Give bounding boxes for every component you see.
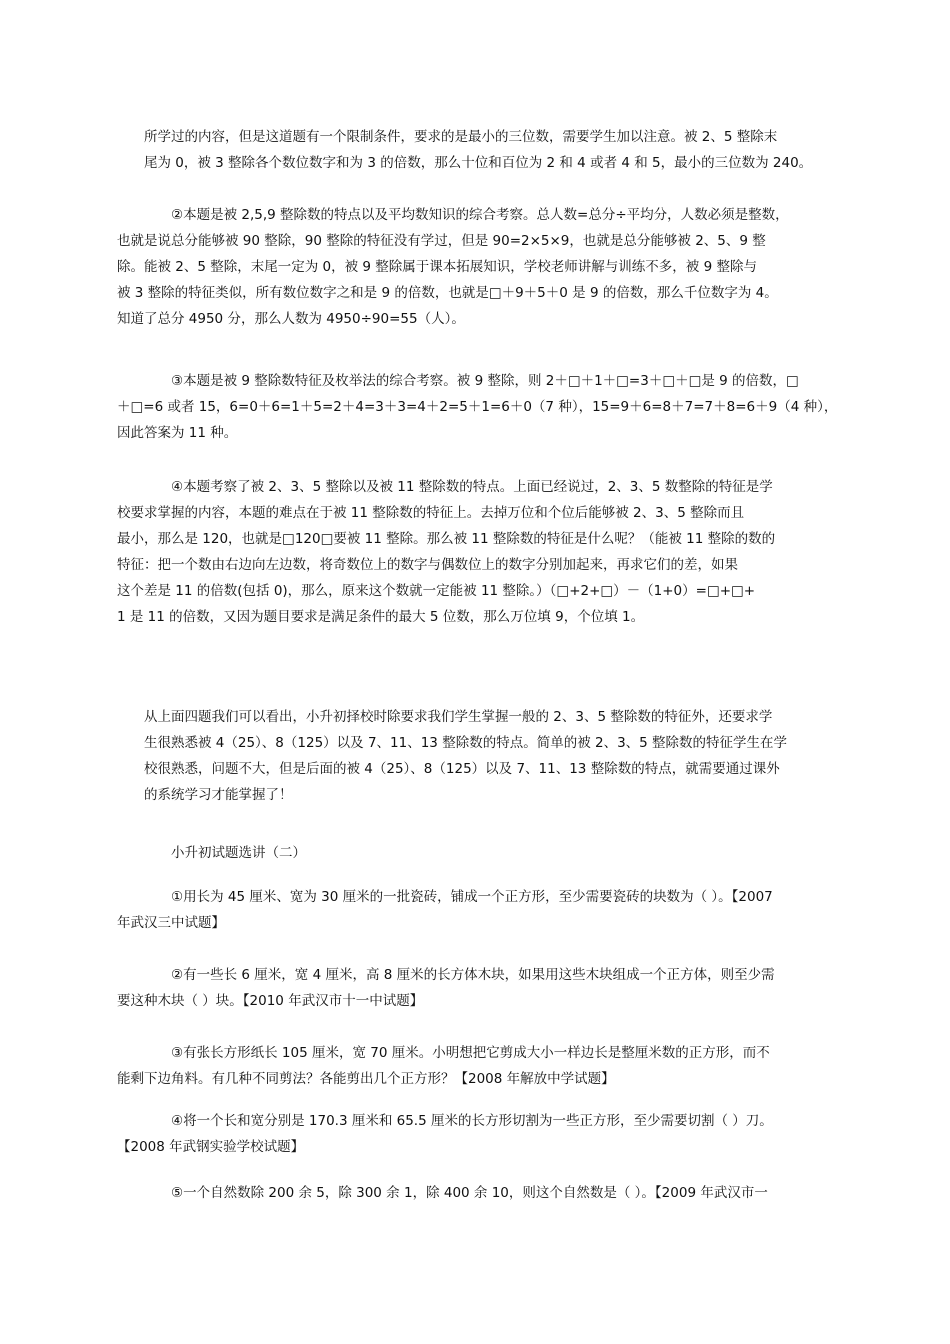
- text-line: 这个差是 11 的倍数(包括 0)，那么，原来这个数就一定能被 11 整除。）（□+2+□）－（1+0）=□+□+: [117, 583, 756, 599]
- section-heading: [171, 840, 306, 866]
- text-line: ①用长为 45 厘米、宽为 30 厘米的一批瓷砖，铺成一个正方形，至少需要瓷砖的块数为（ ）。【2007: [171, 889, 773, 905]
- paragraph-summary: [144, 704, 816, 808]
- text-line: ③本题是被 9 整除数特征及枚举法的综合考察。被 9 整除，则 2＋□＋1＋□=3＋□＋□是 9 的倍数，□: [171, 373, 799, 389]
- text-line: ②有一些长 6 厘米，宽 4 厘米，高 8 厘米的长方体木块，如果用这些木块组成一个正方体，则至少需: [171, 967, 775, 983]
- text-line: 因此答案为 11 种。: [117, 425, 238, 441]
- text-line: 也就是说总分能够被 90 整除，90 整除的特征没有学过，但是 90=2×5×9，也就是总分能够被 2、5、9 整: [117, 233, 766, 249]
- text-line: 的系统学习才能掌握了！: [144, 787, 293, 803]
- paragraph-answer-2: [117, 202, 816, 332]
- text-line: ③有张长方形纸长 105 厘米，宽 70 厘米。小明想把它剪成大小一样边长是整厘米数的正方形，而不: [171, 1045, 770, 1061]
- paragraph-intro-continued: [144, 124, 816, 176]
- text-line: 从上面四题我们可以看出，小升初择校时除要求我们学生掌握一般的 2、3、5 整除数的特征外，还要求学: [144, 709, 773, 725]
- question-2: [117, 962, 816, 1014]
- text-line: ④将一个长和宽分别是 170.3 厘米和 65.5 厘米的长方形切割为一些正方形，至少需要切割（ ）刀。: [171, 1113, 773, 1129]
- text-line: 特征：把一个数由右边向左边数，将奇数位上的数字与偶数位上的数字分别加起来，再求它们的差，如果: [117, 557, 738, 573]
- text-line: ②本题是被 2,5,9 整除数的特点以及平均数知识的综合考察。总人数=总分÷平均分，人数必须是整数，: [171, 207, 789, 223]
- text-line: 知道了总分 4950 分，那么人数为 4950÷90=55（人）。: [117, 311, 465, 327]
- question-4: [117, 1108, 816, 1160]
- text-line: 最小，那么是 120，也就是□120□要被 11 整除。那么被 11 整除数的特征是什么呢？（能被 11 整除的数的: [117, 531, 776, 547]
- text-line: 所学过的内容，但是这道题有一个限制条件，要求的是最小的三位数，需要学生加以注意。被 2、5 整除末: [144, 129, 778, 145]
- text-line: 年武汉三中试题】: [117, 915, 225, 931]
- text-line: 1 是 11 的倍数，又因为题目要求是满足条件的最大 5 位数，那么万位填 9，个位填 1。: [117, 609, 645, 625]
- text-line: 除。能被 2、5 整除，末尾一定为 0，被 9 整除属于课本拓展知识，学校老师讲解与训练不多，被 9 整除与: [117, 259, 757, 275]
- text-line: ⑤一个自然数除 200 余 5，除 300 余 1，除 400 余 10，则这个自然数是（ ）。【2009 年武汉市一: [171, 1185, 768, 1201]
- paragraph-answer-4: [117, 474, 816, 630]
- text-line: ＋□=6 或者 15，6=0＋6=1＋5=2＋4=3＋3=4＋2=5＋1=6＋0（7 种），15=9＋6=8＋7=7＋8=6＋9（4 种），: [117, 399, 838, 415]
- text-line: 校要求掌握的内容，本题的难点在于被 11 整除数的特征上。去掉万位和个位后能够被 2、3、5 整除而且: [117, 505, 745, 521]
- text-line: 校很熟悉，问题不大，但是后面的被 4（25）、8（125）以及 7、11、13 整除数的特点，就需要通过课外: [144, 761, 780, 777]
- question-3: [117, 1040, 816, 1092]
- text-line: 尾为 0，被 3 整除各个数位数字和为 3 的倍数，那么十位和百位为 2 和 4 或者 4 和 5，最小的三位数为 240。: [144, 155, 813, 171]
- text-line: 被 3 整除的特征类似，所有数位数字之和是 9 的倍数，也就是□＋9＋5＋0 是 9 的倍数，那么千位数字为 4。: [117, 285, 778, 301]
- text-line: 生很熟悉被 4（25）、8（125）以及 7、11、13 整除数的特点。简单的被 2、3、5 整除数的特征学生在学: [144, 735, 788, 751]
- text-line: 能剩下边角料。有几种不同剪法？各能剪出几个正方形？【2008 年解放中学试题】: [117, 1071, 615, 1087]
- text-line: ④本题考察了被 2、3、5 整除以及被 11 整除数的特点。上面已经说过，2、3、5 数整除的特征是学: [171, 479, 773, 495]
- text-line: 【2008 年武钢实验学校试题】: [117, 1139, 305, 1155]
- heading-text: 小升初试题选讲（二）: [171, 845, 306, 861]
- text-line: 要这种木块（ ）块。【2010 年武汉市十一中试题】: [117, 993, 424, 1009]
- question-5: [144, 1180, 816, 1206]
- question-1: [117, 884, 816, 936]
- paragraph-answer-3: [117, 368, 838, 446]
